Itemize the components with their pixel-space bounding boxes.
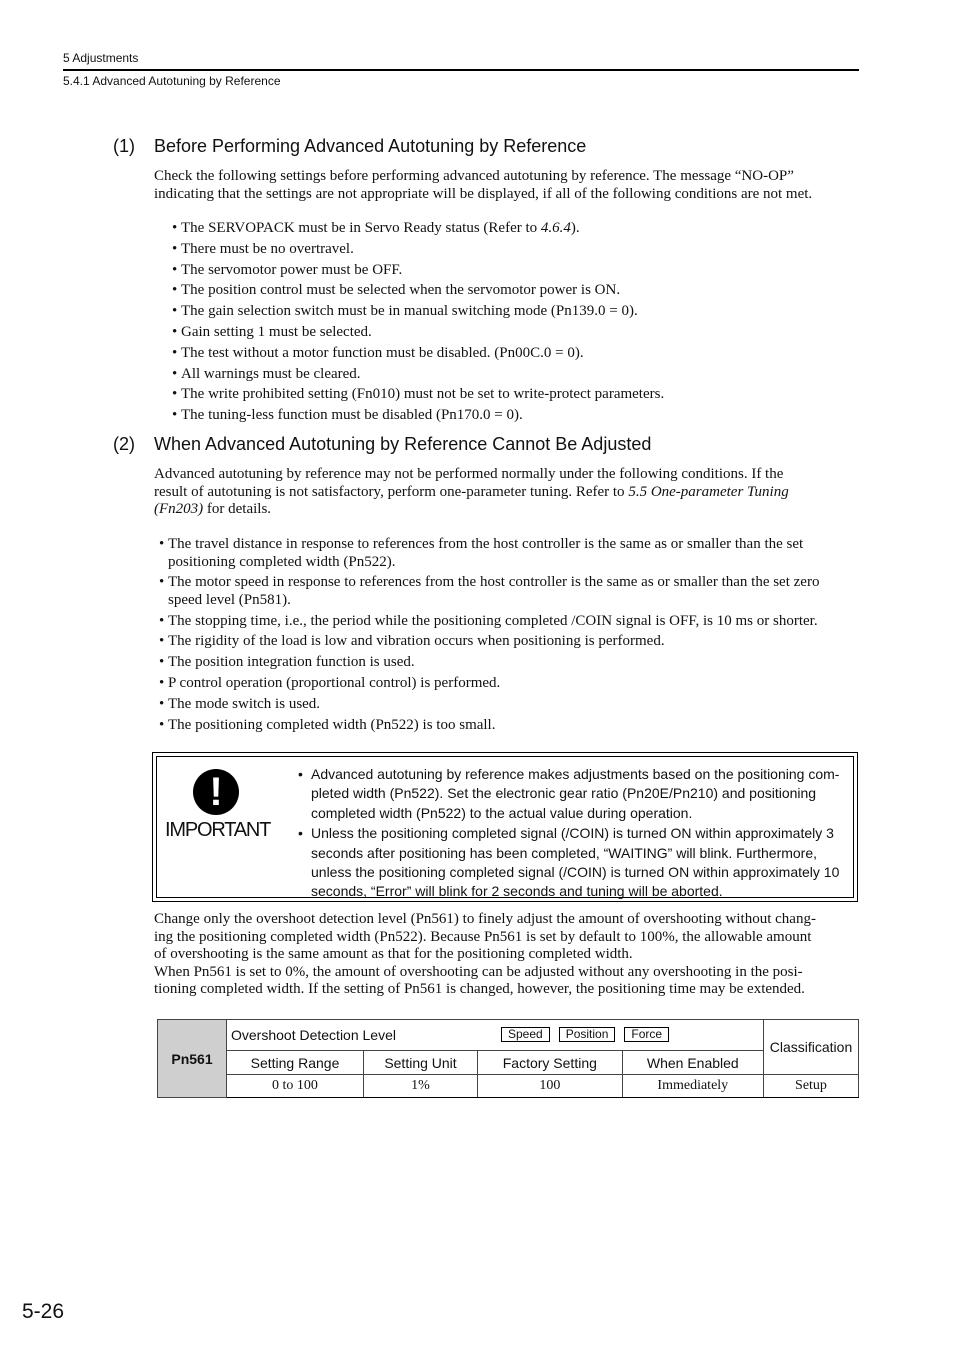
cross-reference[interactable]: 5.5 One-parameter Tuning bbox=[628, 483, 789, 500]
section2-conditions-list bbox=[168, 536, 861, 737]
table-value-cell: 1% bbox=[363, 1075, 477, 1098]
section1-intro-line: Check the following settings before performing advanced autotuning by reference. The message “NO-OP” bbox=[154, 168, 794, 184]
cross-reference[interactable]: 4.6.4 bbox=[540, 220, 571, 236]
list-item: • The positioning completed width (Pn522) is too small. bbox=[168, 717, 861, 735]
mode-tag: Position bbox=[559, 1027, 616, 1042]
important-label: IMPORTANT bbox=[165, 819, 271, 841]
table-value-cell: 100 bbox=[478, 1075, 623, 1098]
exclamation-icon: ! bbox=[193, 769, 239, 815]
mode-tag: Force bbox=[624, 1027, 669, 1042]
list-item: • The position integration function is used. bbox=[168, 654, 861, 672]
list-item: • The SERVOPACK must be in Servo Ready status (Refer to 4.6.4). bbox=[181, 220, 861, 238]
table-header-cell: Factory Setting bbox=[478, 1051, 623, 1075]
list-item: • The mode switch is used. bbox=[168, 696, 861, 714]
list-item: • The position control must be selected when the servomotor power is ON. bbox=[181, 282, 861, 300]
table-value-cell: 0 to 100 bbox=[227, 1075, 364, 1098]
table-value-cell: Immediately bbox=[622, 1075, 763, 1098]
parameter-table bbox=[157, 1019, 859, 1098]
page-number: 5-26 bbox=[22, 1300, 65, 1323]
table-header-cell: Setting Range bbox=[227, 1051, 364, 1075]
header-rule bbox=[63, 69, 859, 71]
list-item: • The write prohibited setting (Fn010) must not be set to write-protect parameters. bbox=[181, 386, 861, 404]
section2-heading bbox=[113, 434, 651, 455]
section1-number: (1) bbox=[113, 136, 135, 156]
parameter-name-cell bbox=[227, 1020, 764, 1051]
important-list bbox=[311, 765, 855, 903]
control-mode-tags bbox=[501, 1025, 678, 1042]
important-notice-box bbox=[152, 752, 858, 902]
list-item: • There must be no overtravel. bbox=[181, 241, 861, 259]
table-header-cell: Setting Unit bbox=[363, 1051, 477, 1075]
mode-tag: Speed bbox=[501, 1027, 550, 1042]
list-item: • All warnings must be cleared. bbox=[181, 366, 861, 384]
list-item: • The test without a motor function must be disabled. (Pn00C.0 = 0). bbox=[181, 345, 861, 363]
list-item: • The motor speed in response to references from the host controller is the same as or smaller than the set zero speed level (Pn581). bbox=[168, 574, 861, 609]
table-header-cell: When Enabled bbox=[622, 1051, 763, 1075]
section1-conditions-list bbox=[181, 220, 861, 428]
list-item: • The gain selection switch must be in manual switching mode (Pn139.0 = 0). bbox=[181, 303, 861, 321]
list-item: • Advanced autotuning by reference makes adjustments based on the positioning com- pleted width (Pn522). Set the electronic gear ratio (Pn20E/Pn210) and positioning completed width (Pn522) to the actual value during operation. bbox=[311, 765, 855, 823]
section2-title: When Advanced Autotuning by Reference Cannot Be Adjusted bbox=[154, 434, 652, 454]
list-item: • The servomotor power must be OFF. bbox=[181, 262, 861, 280]
header-chapter: 5 Adjustments bbox=[63, 51, 139, 65]
list-item: • The travel distance in response to references from the host controller is the same as or smaller than the set positioning completed width (Pn522). bbox=[168, 536, 861, 571]
section2-intro: Advanced autotuning by reference may not be performed normally under the following conditions. If the result of autotuning is not satisfactory, perform one-parameter tuning. Refer to 5.5 One-parameter Tuning (Fn203) for details. bbox=[154, 466, 789, 517]
list-item: • P control operation (proportional control) is performed. bbox=[168, 675, 861, 693]
list-item: • Unless the positioning completed signal (/COIN) is turned ON within approximately 3 seconds after positioning has been completed, “WAITING” will blink. Furthermore, unless the positioning completed signal (/COIN) is turned ON within approximately 10 seconds, “Error” will blink for 2 seconds and tuning will be aborted. bbox=[311, 824, 855, 901]
section1-title: Before Performing Advanced Autotuning by Reference bbox=[154, 136, 587, 156]
overshoot-paragraph: Change only the overshoot detection level (Pn561) to finely adjust the amount of overshooting without chang- ing the positioning completed width (Pn522). Because Pn561 is set by default to 100%, the allowable amount of overshooting is the same amount as that for the positioning completed width. When Pn561 is set to 0%, the amount of overshooting can be adjusted without any overshooting in the posi- tioning completed width. If the setting of Pn561 is changed, however, the positioning time may be extended. bbox=[154, 911, 816, 997]
list-item: • The tuning-less function must be disabled (Pn170.0 = 0). bbox=[181, 407, 861, 425]
list-item: • The stopping time, i.e., the period while the positioning completed /COIN signal is OFF, is 10 ms or shorter. bbox=[168, 613, 861, 631]
section1-intro-line: indicating that the settings are not appropriate will be displayed, if all of the following conditions are not met. bbox=[154, 185, 813, 202]
cross-reference[interactable]: (Fn203) bbox=[154, 501, 204, 517]
list-item: • The rigidity of the load is low and vibration occurs when positioning is performed. bbox=[168, 633, 861, 651]
section2-number: (2) bbox=[113, 434, 135, 454]
section1-heading bbox=[113, 136, 586, 157]
header-section: 5.4.1 Advanced Autotuning by Reference bbox=[63, 74, 281, 88]
parameter-name: Overshoot Detection Level bbox=[231, 1027, 396, 1043]
classification-value: Setup bbox=[764, 1075, 859, 1098]
list-item: • Gain setting 1 must be selected. bbox=[181, 324, 861, 342]
classification-header: Classification bbox=[764, 1020, 859, 1075]
section1-intro bbox=[154, 168, 860, 203]
parameter-number: Pn561 bbox=[158, 1020, 227, 1098]
